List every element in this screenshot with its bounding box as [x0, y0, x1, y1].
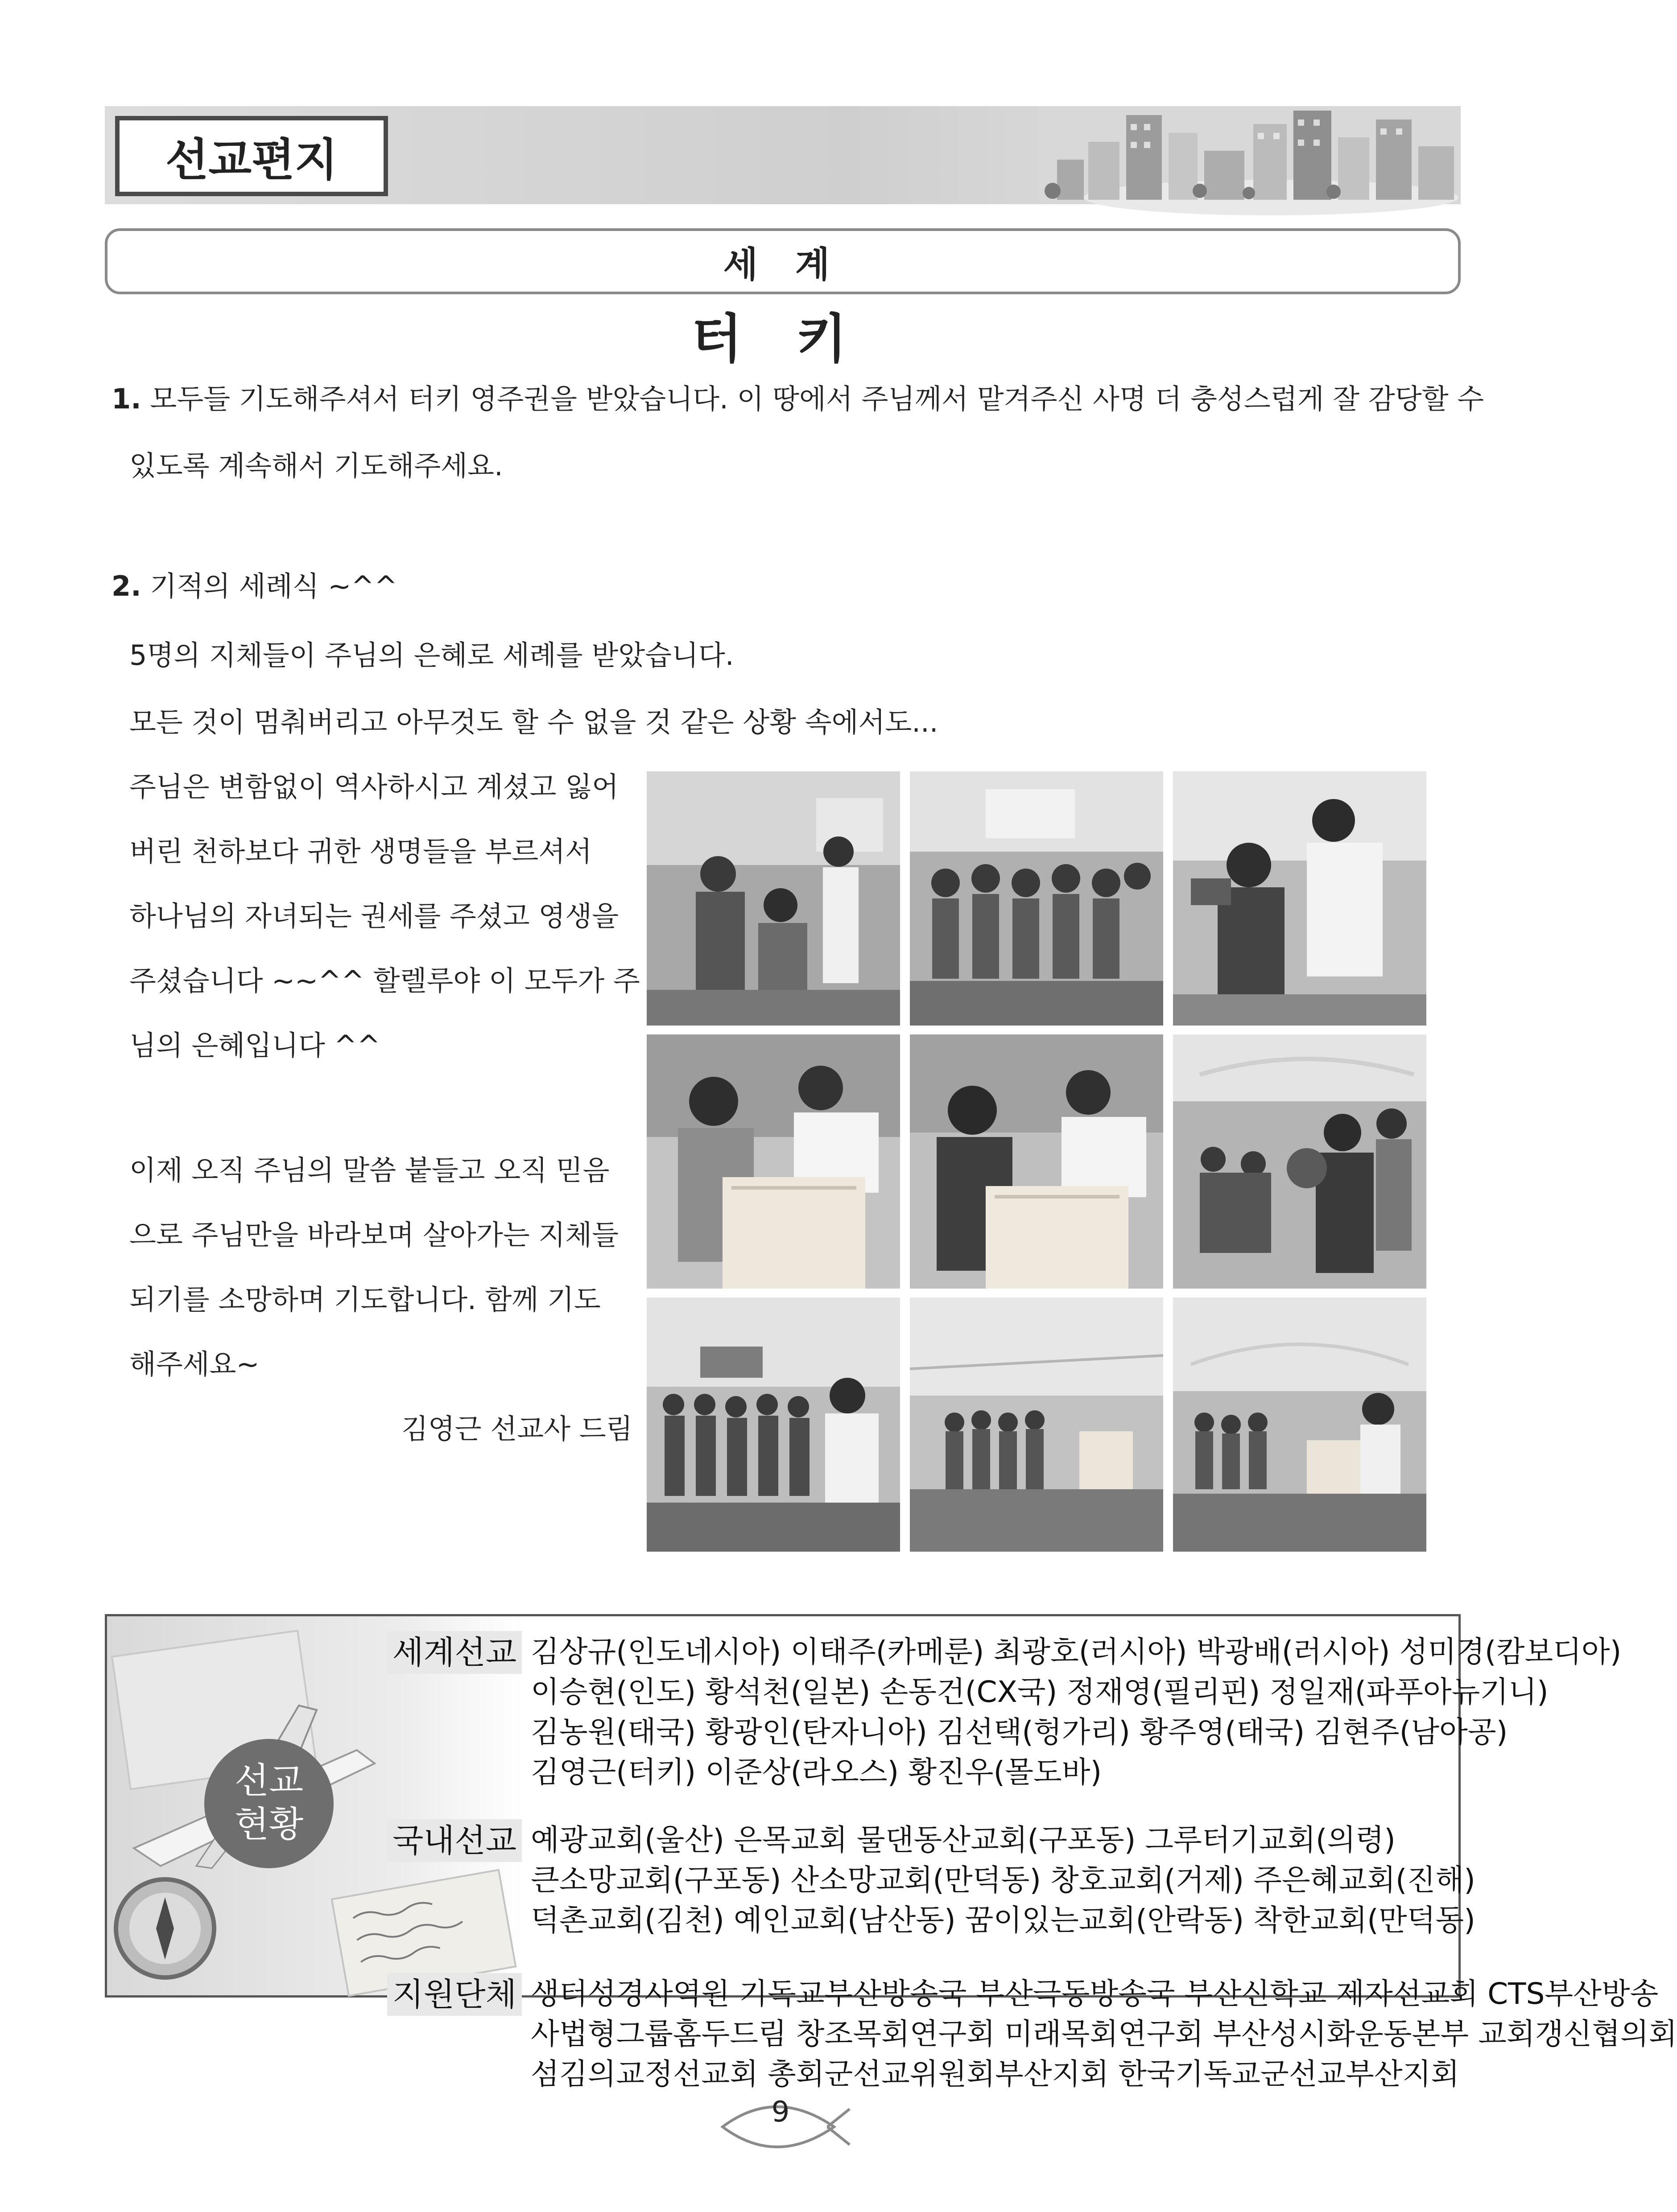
support-organizations-line: 섬김의교정선교회 총회군선교위원회부산지회 한국기독교군선교부산지회 — [531, 2057, 1460, 2091]
category-label-world-missions: 세계선교 — [387, 1631, 522, 1674]
item-2-heading — [112, 568, 397, 604]
city-illustration — [1039, 106, 1461, 204]
item-1-line-1 — [112, 381, 1484, 417]
item-heading-text: 기적의 세례식 ~^^ — [150, 570, 398, 602]
domestic-missions-line: 예광교회(울산) 은목교회 물댄동산교회(구포동) 그루터기교회(의령) — [531, 1823, 1396, 1857]
item-2-line: 주셨습니다 ~~^^ 할렐루야 이 모두가 주 — [129, 964, 640, 997]
baptism-photo — [1173, 1298, 1426, 1552]
domestic-missions-line: 덕촌교회(김천) 예인교회(남산동) 꿈이있는교회(안락동) 착한교회(만덕동) — [531, 1903, 1475, 1937]
item-2-closing-line: 으로 주님만을 바라보며 살아가는 지체들 — [129, 1219, 619, 1251]
support-organizations-line: 사법형그룹홈두드림 창조목회연구회 미래목회연구회 부산성시화운동본부 교회갱신협의회 — [531, 2017, 1677, 2051]
category-label-domestic-missions: 국내선교 — [387, 1819, 522, 1862]
item-2-line: 주님은 변함없이 역사하시고 계셨고 잃어 — [129, 770, 619, 803]
item-2-line: 하나님의 자녀되는 권세를 주셨고 영생을 — [129, 900, 619, 932]
world-missions-line: 이승현(인도) 황석천(일본) 손동건(CX국) 정재영(필리핀) 정일재(파푸아뉴기니) — [531, 1675, 1549, 1709]
item-number: 1. — [112, 383, 141, 415]
baptism-photo — [647, 1034, 900, 1289]
page-number: 9 — [771, 2096, 790, 2129]
item-2-closing-line: 이제 오직 주님의 말씀 붙들고 오직 믿음 — [129, 1154, 610, 1186]
item-2-closing-line: 되기를 소망하며 기도합니다. 함께 기도 — [129, 1283, 601, 1316]
baptism-photo — [647, 1298, 900, 1552]
world-missions-line: 김영근(터키) 이준상(라오스) 황진우(몰도바) — [531, 1755, 1102, 1789]
item-2-line: 5명의 지체들이 주님의 은혜로 세례를 받았습니다. — [129, 639, 734, 671]
domestic-missions-line: 큰소망교회(구포동) 산소망교회(만덕동) 창호교회(거제) 주은혜교회(진해) — [531, 1863, 1475, 1897]
baptism-photo — [910, 1034, 1163, 1289]
section-title: 선교편지 — [115, 116, 388, 196]
item-number: 2. — [112, 570, 141, 602]
item-2-line: 버린 천하보다 귀한 생명들을 부르셔서 — [129, 835, 592, 868]
world-missions-line: 김상규(인도네시아) 이태주(카메룬) 최광호(러시아) 박광배(러시아) 성미경(캄보디아) — [531, 1635, 1622, 1669]
item-2-closing-line: 해주세요~ — [129, 1348, 260, 1380]
category-label-support-organizations: 지원단체 — [387, 1973, 522, 2016]
baptism-photo — [910, 771, 1163, 1026]
item-text: 모두들 기도해주셔서 터키 영주권을 받았습니다. 이 땅에서 주님께서 맡겨주신 사명 더 충성스럽게 잘 감당할 수 — [150, 383, 1484, 415]
world-missions-line: 김농원(태국) 황광인(탄자니아) 김선택(헝가리) 황주영(태국) 김현주(남아공) — [531, 1715, 1508, 1749]
signature: 김영근 선교사 드림 — [401, 1413, 633, 1445]
region-banner: 세 계 — [105, 228, 1461, 294]
badge-line-1: 선교 — [234, 1760, 304, 1801]
baptism-photo — [647, 771, 900, 1026]
baptism-photo — [1173, 771, 1426, 1026]
item-1-line-2: 있도록 계속해서 기도해주세요. — [129, 449, 503, 482]
item-2-line: 모든 것이 멈춰버리고 아무것도 할 수 없을 것 같은 상황 속에서도... — [129, 706, 938, 738]
baptism-photo — [1173, 1034, 1426, 1289]
country-title: 터 키 — [691, 308, 865, 370]
baptism-photo — [910, 1298, 1163, 1552]
badge-line-2: 현황 — [234, 1804, 304, 1845]
support-organizations-line: 생터성경사역원 기독교부산방송국 부산극동방송국 부산신학교 제자선교회 CTS부산방송 — [531, 1977, 1659, 2011]
item-2-line: 님의 은혜입니다 ^^ — [129, 1029, 380, 1062]
